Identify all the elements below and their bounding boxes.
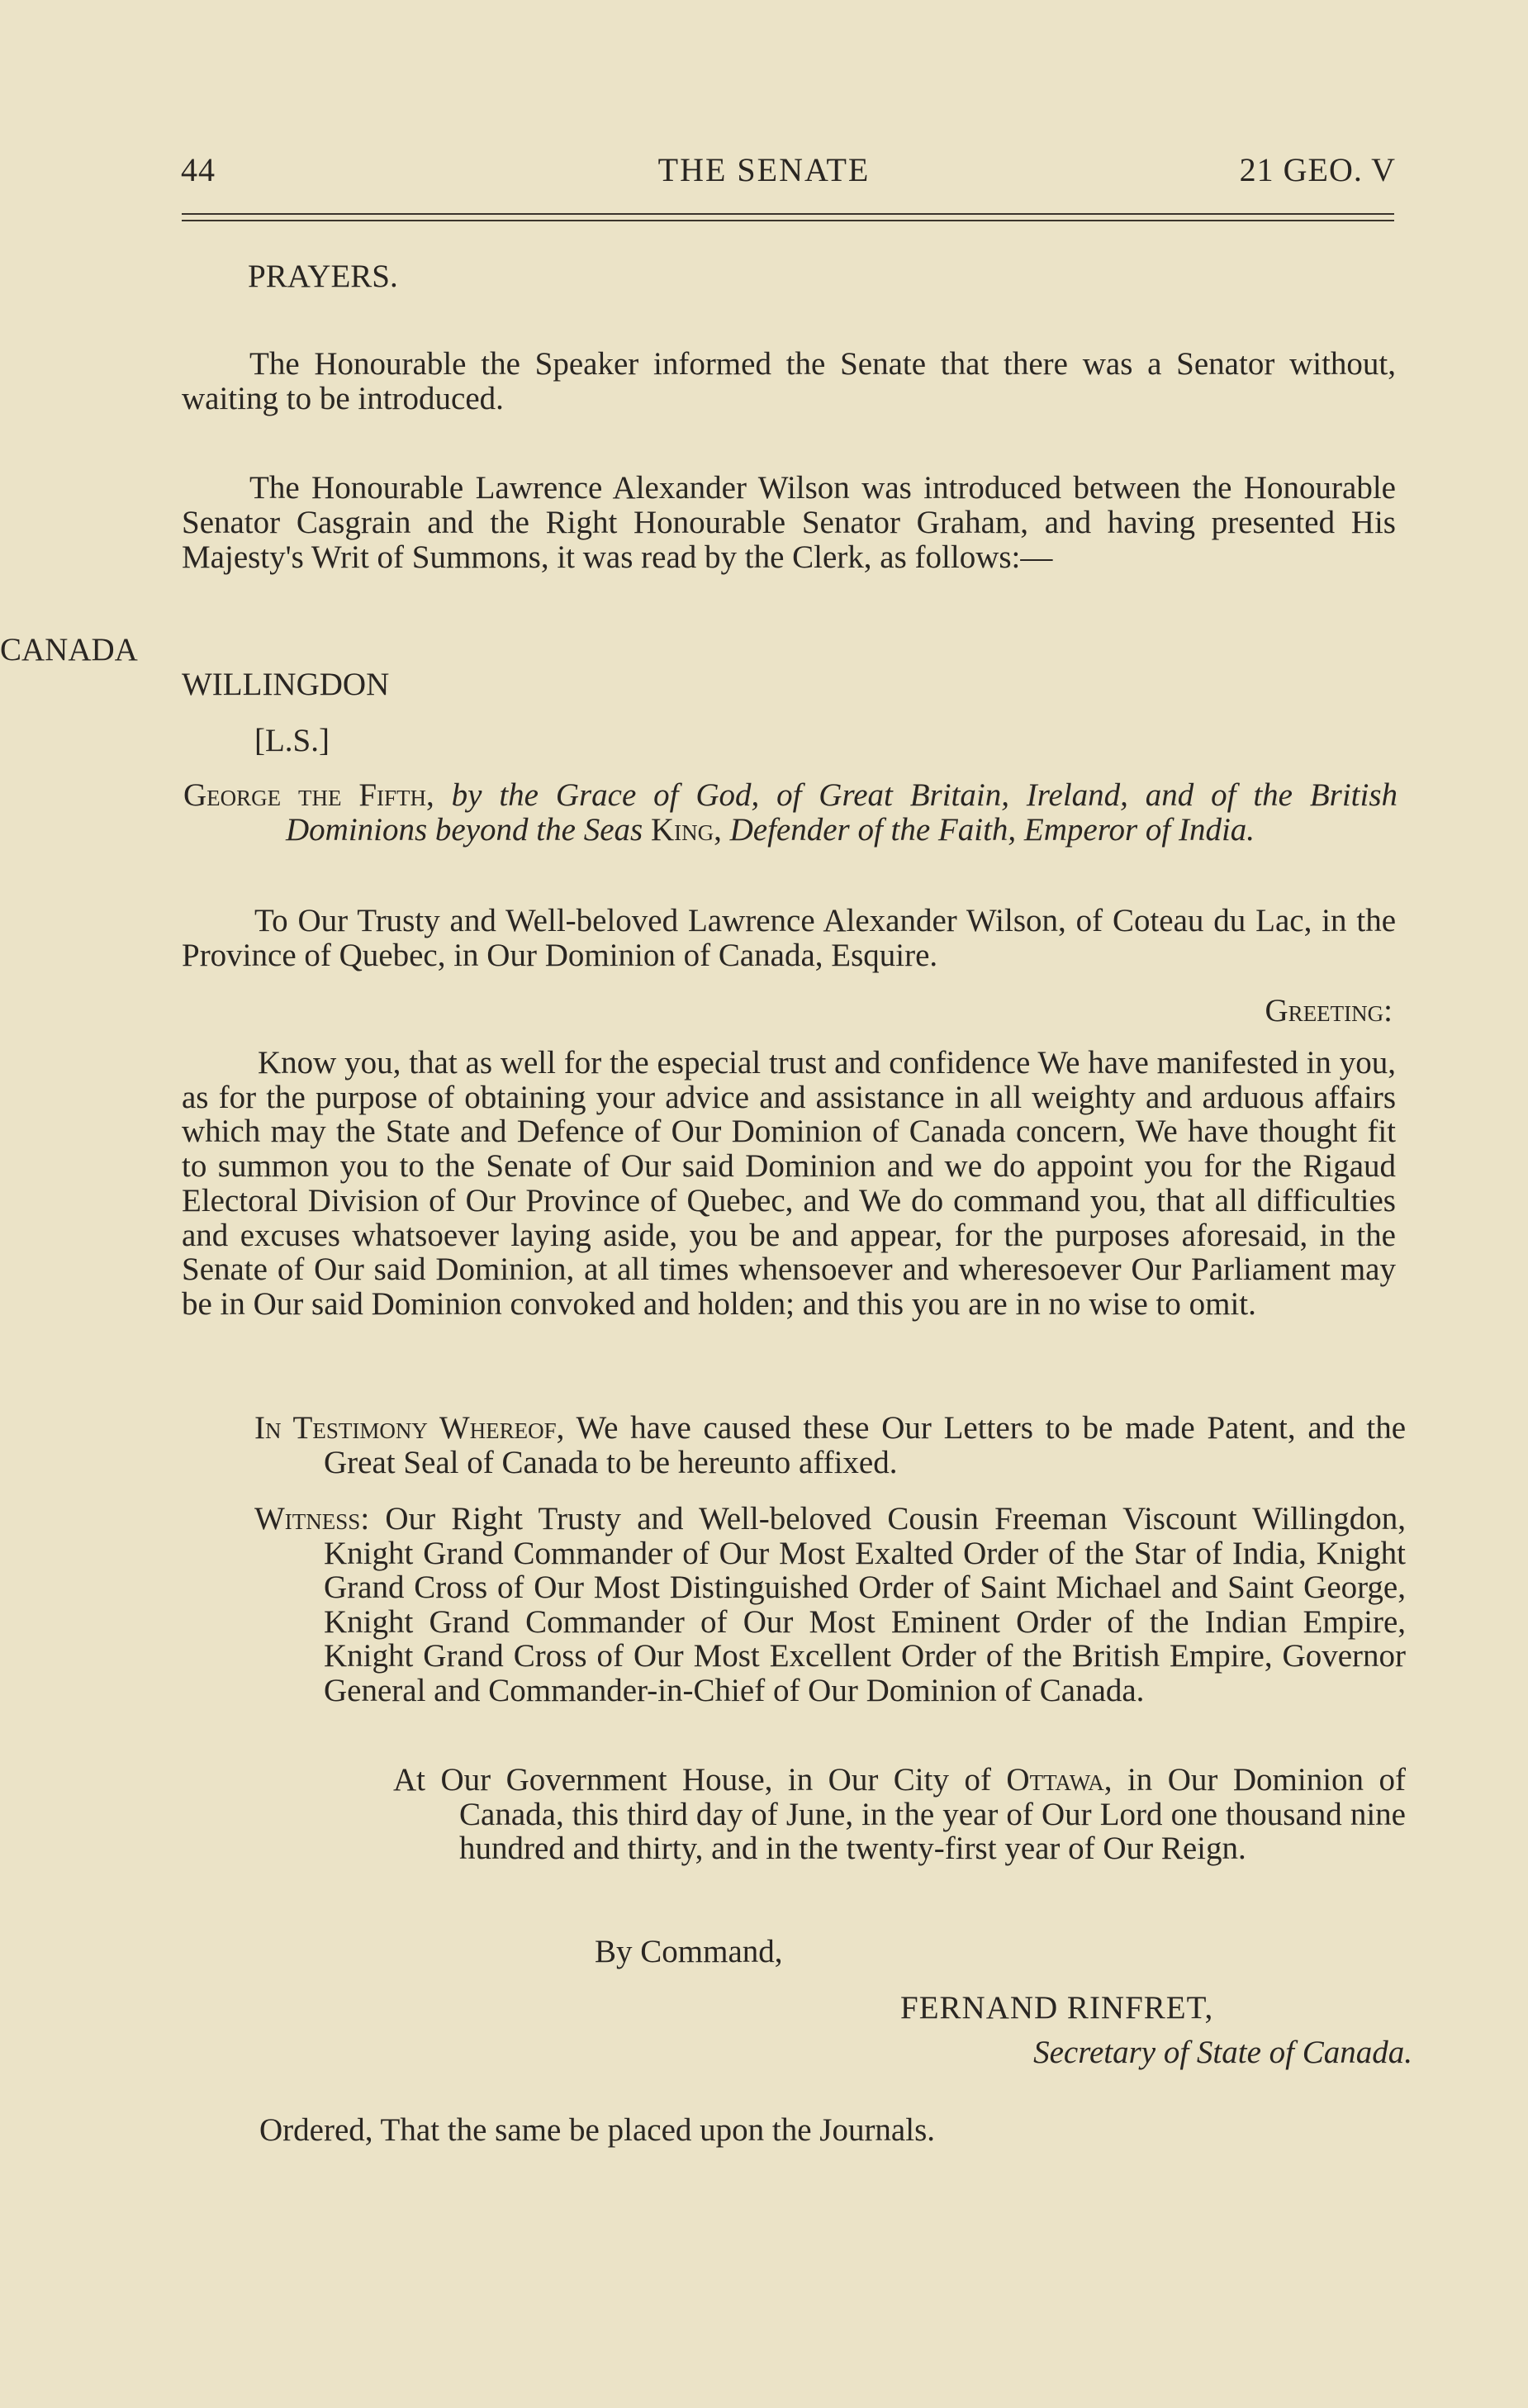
writ-willingdon: WILLINGDON [182, 667, 390, 702]
place-date-2: in Our Dominion of Canada, this third day of June, in the year of Our Lord one thousand nine hundred and thirty, and in the twenty-first year of Our Reign. [459, 1762, 1407, 1866]
page-title: THE SENATE [657, 151, 871, 188]
signer-name: FERNAND RINFRET, [900, 1990, 1214, 2026]
writ-royal-style [183, 777, 1398, 848]
paragraph-introduction: The Honourable Lawrence Alexander Wilson was introduced between the Honourable Senator Casgrain and the Right Honourable Senator Graham, and having presented His Majesty's Writ of Summons, it was read by the Clerk, as follows:— [182, 470, 1396, 575]
prayers-heading: PRAYERS. [248, 259, 398, 294]
king-word: King, [650, 812, 722, 848]
witness-label: Witness: [254, 1501, 370, 1536]
king-style-1: by the Grace of God, of Great Britain, Ireland, and of the British Dominions beyond the Seas [286, 777, 1398, 848]
signer-title: Secretary of State of Canada. [1033, 2035, 1412, 2070]
writ-canada: CANADA [0, 632, 138, 667]
session-label: 21 GEO. V [1239, 151, 1396, 188]
king-style-2: Defender of the Faith, Emperor of India. [729, 812, 1255, 848]
writ-greeting: Greeting: [1265, 993, 1393, 1028]
header-rule-top [182, 213, 1394, 215]
writ-place-date [393, 1762, 1407, 1866]
by-command: By Command, [595, 1934, 783, 1969]
testimony-text: We have caused these Our Letters to be made Patent, and the Great Seal of Canada to be hereunto affixed. [324, 1410, 1407, 1480]
writ-seal: [L.S.] [254, 723, 330, 758]
testimony-label: In Testimony Whereof, [254, 1410, 565, 1446]
ordered-paragraph: Ordered, That the same be placed upon the Journals. [259, 2112, 936, 2148]
writ-addressee: To Our Trusty and Well-beloved Lawrence Alexander Wilson, of Coteau du Lac, in the Province of Quebec, in Our Dominion of Canada, Esquire. [182, 903, 1396, 973]
paragraph-senator-waiting: The Honourable the Speaker informed the Senate that there was a Senator without, waiting to be introduced. [182, 346, 1396, 416]
page-number: 44 [181, 151, 216, 188]
header-rule-bottom [182, 220, 1394, 221]
place-city: Ottawa, [1006, 1762, 1113, 1798]
writ-testimony [254, 1410, 1407, 1480]
place-date-1: At Our Government House, in Our City of [393, 1762, 991, 1798]
writ-witness [254, 1501, 1407, 1708]
writ-body: Know you, that as well for the especial trust and confidence We have manifested in you, as for the purpose of obtaining your advice and assistance in all weighty and arduous affairs which may the State and Defence of Our Dominion of Canada concern, We have thought fit to summon you to the Senate of Our said Dominion and we do appoint you for the Rigaud Electoral Division of Our Province of Quebec, and We do command you, that all difficulties and excuses whatsoever laying aside, you be and appear, for the purposes aforesaid, in the Senate of Our said Dominion, at all times whensoever and wheresoever Our Parliament may be in Our said Dominion convoked and holden; and this you are in no wise to omit. [182, 1045, 1396, 1322]
witness-text: Our Right Trusty and Well-beloved Cousin Freeman Viscount Willingdon, Knight Grand Commander of Our Most Exalted Order of the Star of India, Knight Grand Cross of Our Most Distinguished Order of Saint Michael and Saint George, Knight Grand Commander of Our Most Eminent Order of the Indian Empire, Knight Grand Cross of Our Most Excellent Order of the British Empire, Governor General and Commander-in-Chief of Our Dominion of Canada. [324, 1501, 1407, 1708]
king-name: George the Fifth, [183, 777, 434, 813]
